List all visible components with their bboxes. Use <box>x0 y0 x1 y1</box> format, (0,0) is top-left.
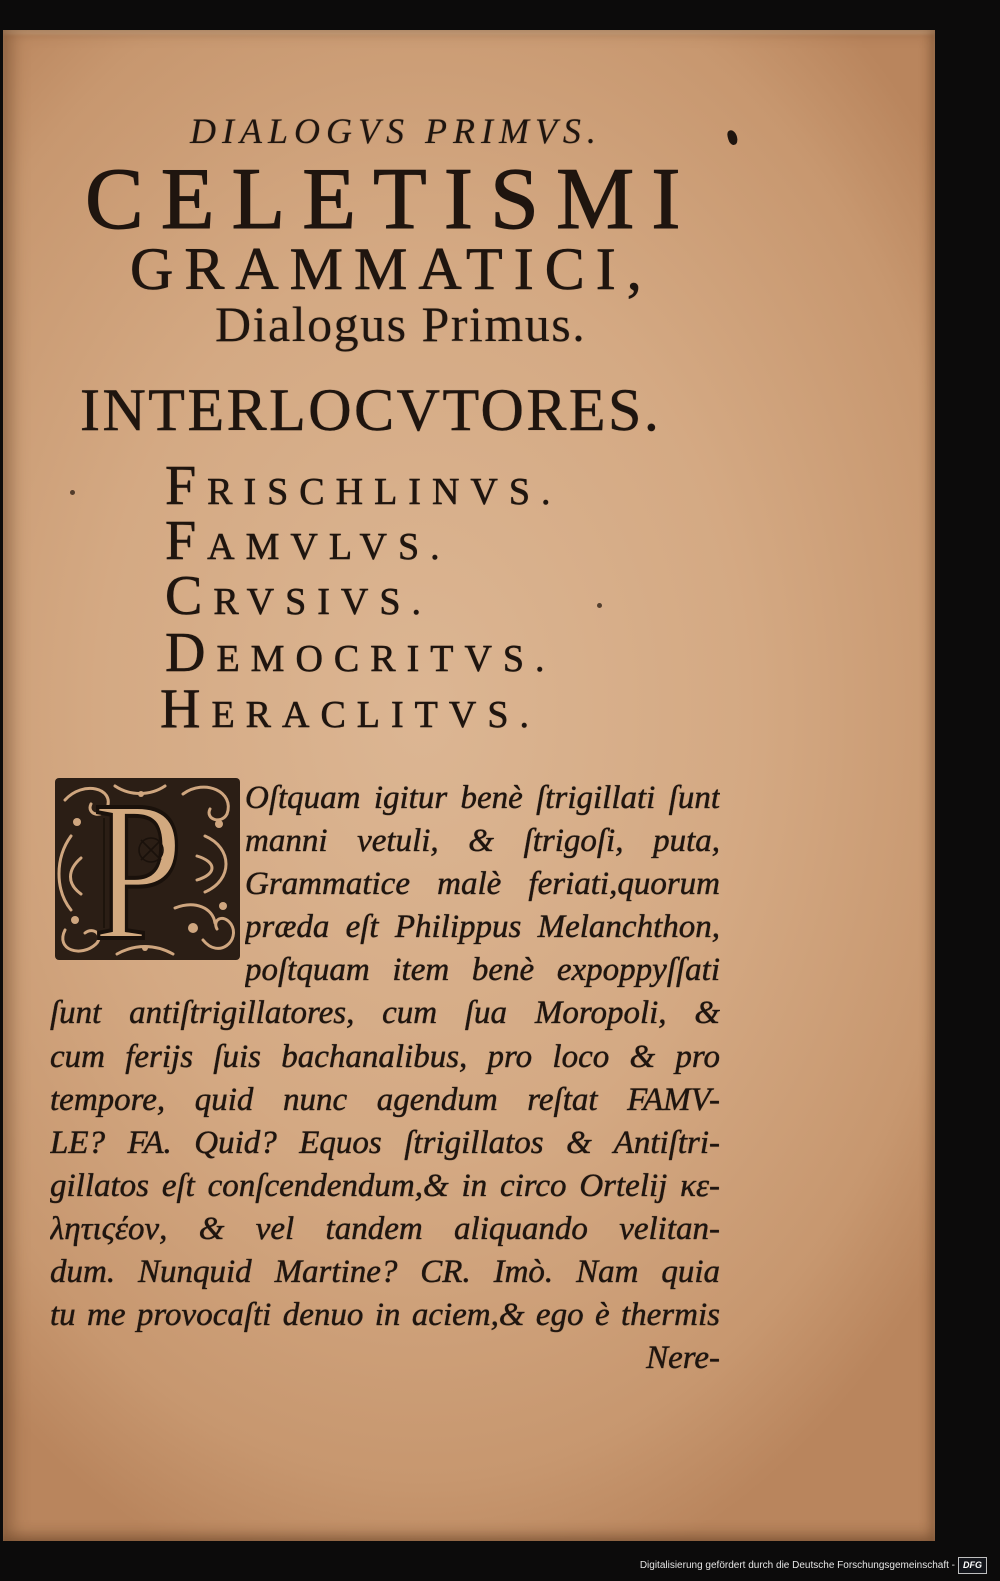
body-line: ſunt antiſtrigillatores, cum ſua Moropoli, & <box>50 995 720 1032</box>
initial-letter: P <box>93 778 183 960</box>
body-line: λητιςέον, & vel tandem aliquando velitan- <box>50 1210 720 1247</box>
body-line: tu me provocaſti denuo in aciem,& ego è thermis <box>50 1297 720 1334</box>
dfg-logo: DFG <box>958 1557 987 1574</box>
body-line: Oſtquam igitur benè ſtrigillati ſunt <box>245 780 720 816</box>
body-line: præda eſt Philippus Melanchthon, <box>245 909 720 946</box>
interlocutor-name: DEMOCRITVS. <box>165 622 556 684</box>
ink-mark <box>726 129 739 146</box>
interlocutor-name: CRVSIVS. <box>165 565 432 627</box>
ink-speck <box>597 603 602 608</box>
body-line: cum ferijs ſuis bachanalibus, pro loco & pro <box>50 1038 720 1075</box>
interlocutors-heading: INTERLOCVTORES. <box>80 377 662 443</box>
book-page <box>3 30 935 1541</box>
body-line: LE? FA. Quid? Equos ſtrigillatos & Antiſtri- <box>50 1124 720 1161</box>
interlocutor-name: FAMVLVS. <box>165 510 451 572</box>
subtitle: Dialogus Primus. <box>215 296 587 352</box>
body-line: dum. Nunquid Martine? CR. Imò. Nam quia <box>50 1254 720 1291</box>
digitization-credit: Digitalisierung gefördert durch die Deutsche Forschungsgemeinschaft - <box>639 1560 955 1571</box>
ink-speck <box>70 490 75 495</box>
body-line: tempore, quid nunc agendum reſtat FAMV- <box>50 1081 720 1118</box>
title-line-2: GRAMMATICI, <box>130 236 653 302</box>
body-line: gillatos eſt conſcendendum,& in circo Ortelij κε- <box>50 1167 720 1204</box>
interlocutor-name: HERACLITVS. <box>160 678 540 740</box>
body-text <box>50 777 720 1380</box>
body-line: manni vetuli, & ſtrigoſi, puta, <box>245 823 720 860</box>
body-line: Grammatice malè feriati,quorum <box>245 866 720 903</box>
running-head: DIALOGVS PRIMVS. <box>190 111 602 151</box>
title-line-1: CELETISMI <box>85 151 698 248</box>
catchword: Nere- <box>646 1340 720 1377</box>
body-line: poſtquam item benè expoppyſſati <box>245 952 720 989</box>
interlocutor-name: FRISCHLINVS. <box>165 455 562 517</box>
